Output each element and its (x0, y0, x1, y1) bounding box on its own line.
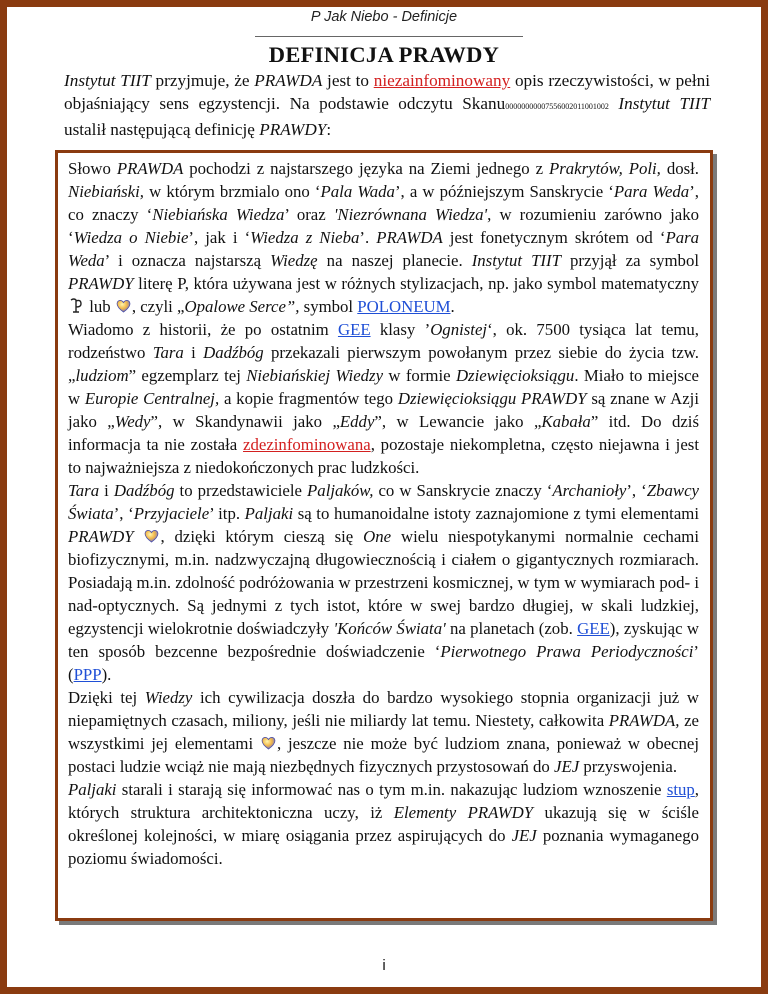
fraktur-p-symbol-icon (68, 297, 85, 314)
link-stup[interactable]: stup (666, 780, 695, 799)
link-poloneum[interactable]: POLONEUM (357, 297, 451, 316)
opal-heart-icon (260, 734, 277, 751)
link-niezainfominowany[interactable]: niezainfominowany (373, 71, 511, 90)
link-ppp[interactable]: PPP (73, 665, 102, 684)
running-header: P Jak Niebo - Definicje (310, 9, 458, 25)
header-rule (255, 36, 523, 37)
intro-paragraph: Instytut TIIT przyjmuje, że PRAWDA jest to niezainfominowany opis rzeczywistości, w pełni objaśniający sens egzystencji. Na podstawie odczytu Skanu00000000007556002011001002 Instytut TIIT ustalił następującą definicję PRAWDY: (64, 71, 711, 139)
definition-text (68, 157, 699, 870)
link-gee[interactable]: GEE (577, 619, 610, 638)
page-number: i (382, 957, 386, 974)
opal-heart-icon (115, 297, 132, 314)
paragraph-origin: Słowo PRAWDA pochodzi z najstarszego języka na Ziemi jednego z Prakrytów, Poli, dosł. Niebiański, w którym brzmialo ono ‘Pala Wada’, a w późniejszym Sanskrycie ‘Para Weda’, co znaczy ‘Niebiańska Wiedza’ oraz 'Niezrównana Wiedza', w rozumieniu zarówno jako ‘Wiedza o Niebie’, jak i ‘Wiedza z Nieba’. PRAWDA jest fonetycznym skrótem od ‘Para Weda’ i oznacza najstarszą Wiedzę na naszej planecie. Instytut TIIT przyjął za symbol PRAWDY literę P, która używana jest w różnych stylizacjach, np. jako symbol matematyczny lub , czyli „Opalowe Serce”, symbol POLONEUM. (68, 159, 700, 316)
scan-code: 00000000007556002011001002 (505, 102, 609, 111)
definition-box (55, 150, 713, 921)
link-zdezinfominowana[interactable]: zdezinfominowana (243, 435, 371, 454)
link-gee[interactable]: GEE (337, 320, 371, 339)
document-title: DEFINICJA PRAWDY (268, 42, 500, 67)
paragraph-history: Wiadomo z historii, że po ostatnim GEE klasy ’Ognistej‘, ok. 7500 tysiąca lat temu, rodzeństwo Tara i Dadźbóg przekazali pierwszym powołanym przez siebie do życia tzw. „ludziom” egzemplarz tej Niebiańskiej Wiedzy w formie Dziewięcioksiągu. Miało to miejsce w Europie Centralnej, a kopie fragmentów tego Dziewięcioksiągu PRAWDY są znane w Azji jako „Wedy”, w Skandynawii jako „Eddy”, w Lewancie jako „Kabała” itd. Do dziś informacja ta nie została zdezinfominowana, pozostaje niekompletna, często niejawna i jest to najważniejsza z niedokończonych prac ludzkości. (68, 320, 699, 477)
paragraph-wiedza: Dzięki tej Wiedzy ich cywilizacja doszła do bardzo wysokiego stopnia organizacji już w niepamiętnych czasach, miliony, jeśli nie miliardy lat temu. Niestety, całkowita PRAWDA, ze wszystkimi jej elementami , jeszcze nie może być ludziom znana, ponieważ w obecnej postaci ludzie wciąż nie mają niezbędnych fizycznych przystosowań do JEJ przyswojenia. (68, 688, 700, 776)
paragraph-stupy: Paljaki starali i starają się informować nas o tym m.in. nakazując ludziom wznoszenie stup, których struktura architektoniczna uczy, iż Elementy PRAWDY ukazują się w ściśle określonej kolejności, w miarę osiągania przez aspirujących do JEJ poznania wymaganego poziomu świadomości. (68, 780, 699, 868)
opal-heart-icon (143, 527, 160, 544)
paragraph-paljaki: Tara i Dadźbóg to przedstawiciele Paljaków, co w Sanskrycie znaczy ‘Archanioły’, ‘Zbawcy Świata’, ‘Przyjaciele’ itp. Paljaki są to humanoidalne istoty zaznajomione z tymi elementami PRAWDY , dzięki którym cieszą się One wielu niespotykanymi normalnie cechami biofizycznymi, m.in. nadzwyczajną długowiecznością i ciałem o gigantycznych rozmiarach. Posiadają m.in. zdolność podróżowania w przestrzeni kosmicznej, w tym w wymiarach pod- i nad-optycznych. Są jednymi z tych istot, które w swej bardzo długiej, w skali ludzkiej, egzystencji wielokrotnie doświadczyły 'Końców Świata' na planetach (zob. GEE), zyskując w ten sposób bezcenne bezpośrednie doświadczenie ‘Pierwotnego Prawa Periodyczności’ (PPP). (68, 481, 699, 684)
